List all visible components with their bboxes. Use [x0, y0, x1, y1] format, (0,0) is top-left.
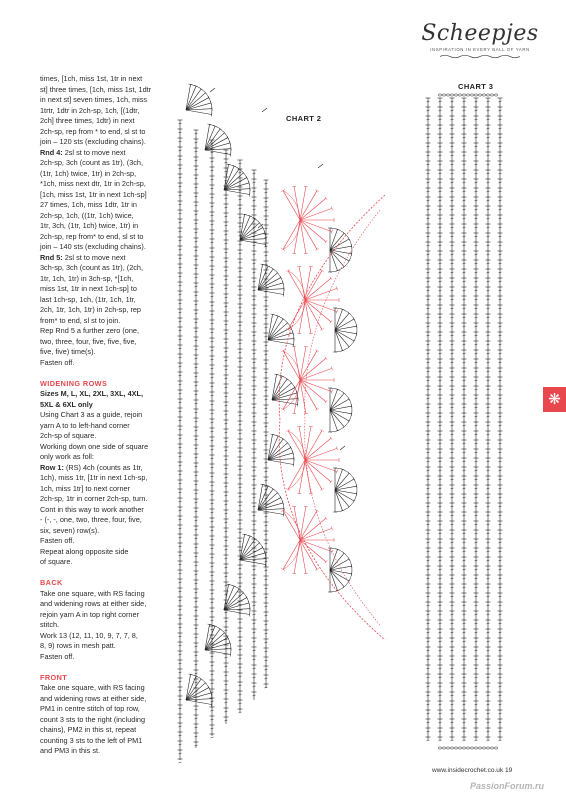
- rnd4-line: 2ch-sp, 3ch (count as 1tr), (3ch,: [40, 158, 144, 167]
- rnd4-line: (1tr, 1ch) twice, 1tr) in 2ch-sp,: [40, 168, 137, 178]
- page-number: 19: [504, 767, 513, 774]
- rnd5-line: Fasten off.: [40, 357, 75, 367]
- rnd5-label: Rnd 5:: [40, 252, 63, 262]
- widening-line: yarn A to to left-hand corner: [40, 420, 130, 430]
- front-line: counting 3 sts to the left of PM1: [40, 735, 143, 745]
- front-line: and PM3 in this st.: [40, 746, 101, 755]
- sizes-line: Sizes M, L, XL, 2XL, 3XL, 4XL,: [40, 389, 143, 398]
- front-line: count 3 sts to the right (including: [40, 714, 146, 724]
- row1-first-line: (RS) 4ch (counts as 1tr,: [63, 462, 143, 472]
- rnd4-line: 2ch-sp, rep from* to end, sl st to: [40, 231, 144, 241]
- rnd5-line: 2ch, 1tr, 1ch, 1tr) in 2ch-sp, rep: [40, 305, 141, 314]
- row1-line: six, seven) row(s).: [40, 525, 100, 535]
- row1-line: Cont in this way to work another: [40, 504, 144, 514]
- chart-3-label: CHART 3: [458, 82, 494, 91]
- page-footer: [432, 767, 512, 774]
- intro-line: 2ch] three times, 1dtr) in next: [40, 116, 135, 125]
- front-heading: FRONT: [40, 672, 68, 682]
- back-line: stitch.: [40, 620, 60, 629]
- rnd5-line: Rep Rnd 5 a further zero (one,: [40, 326, 139, 335]
- row1-line: Repeat along opposite side: [40, 546, 129, 556]
- intro-line: in next st] seven times, 1ch, miss: [40, 95, 148, 104]
- logo-tagline: INSPIRATION IN EVERY BALL OF YARN: [430, 47, 530, 52]
- section-tab: [543, 387, 566, 412]
- widening-line: Using Chart 3 as a guide, rejoin: [40, 410, 143, 419]
- sizes-line: 5XL & 6XL only: [40, 399, 93, 409]
- rnd5-first-line: 2sl st to move next: [62, 252, 126, 262]
- rnd4-first-line: 2sl st to move next: [62, 147, 126, 157]
- rnd5-line: last 1ch-sp, 1ch, (1tr, 1ch, 1tr,: [40, 294, 136, 304]
- row1-line: 2ch-sp, 1tr in corner 2ch-sp, turn.: [40, 494, 148, 503]
- rnd5-line: from* to end, sl st to join.: [40, 315, 121, 325]
- back-heading: BACK: [40, 578, 63, 587]
- chart-2-label: CHART 2: [286, 114, 322, 123]
- rnd5-line: 1tr, 1ch, 1tr) in 3ch-sp, *[1ch,: [40, 273, 134, 283]
- intro-line: 2ch-sp, rep from * to end, sl st to: [40, 126, 146, 136]
- row1-label: Row 1:: [40, 462, 64, 472]
- front-line: PM1 in centre stitch of top row,: [40, 704, 140, 713]
- widening-line: 2ch-sp of square.: [40, 431, 97, 440]
- back-line: Work 13 (12, 11, 10, 9, 7, 7, 8,: [40, 630, 138, 640]
- rnd4-line: 2ch-sp, 1ch, ((1tr, 1ch) twice,: [40, 210, 134, 220]
- row1-line: Fasten off.: [40, 536, 75, 545]
- row1-line: 1ch, miss 1tr] to next corner: [40, 483, 131, 493]
- rnd4-line: [1ch, miss 1st, 1tr in next 1ch-sp]: [40, 189, 147, 199]
- rnd4-line: join – 140 sts (excluding chains).: [40, 242, 146, 251]
- row1-line: of square.: [40, 557, 73, 566]
- widening-line: only work as foll:: [40, 452, 94, 461]
- rnd5-line: 3ch-sp, 3ch (count as 1tr), (2ch,: [40, 263, 144, 272]
- rnd5-line: miss 1st, 1tr in next 1ch-sp] to: [40, 284, 137, 293]
- back-line: Take one square, with RS facing: [40, 588, 145, 598]
- footer-url: www.insidecrochet.co.uk: [432, 767, 504, 774]
- rnd4-label: Rnd 4:: [40, 147, 63, 157]
- rnd5-line: two, three, four, five, five, five,: [40, 336, 137, 346]
- rnd4-line: *1ch, miss next dtr, 1tr in 2ch-sp,: [40, 179, 146, 188]
- intro-line: join – 120 sts (excluding chains).: [40, 137, 146, 146]
- intro-line: 1trtr, 1dtr in 2ch-sp, 1ch, [(1dtr,: [40, 105, 140, 115]
- front-line: and widening rows at either side,: [40, 693, 147, 703]
- rnd4-line: 1tr, 3ch, (1tr, 1ch) twice, 1tr) in: [40, 221, 139, 230]
- logo-wordmark: Scheepjes: [421, 21, 539, 46]
- intro-line: st] three times, [1ch, miss 1st, 1dtr: [40, 84, 152, 94]
- widening-line: Working down one side of square: [40, 441, 149, 451]
- front-line: chains), PM2 in this st, repeat: [40, 725, 137, 734]
- watermark: PassionForum.ru: [470, 781, 545, 791]
- asterisk-flower-icon: ❋: [548, 391, 561, 408]
- back-line: Fasten off.: [40, 651, 75, 661]
- intro-line: times, [1ch, miss 1st, 1tr in next: [40, 74, 143, 83]
- front-line: Take one square, with RS facing: [40, 683, 145, 692]
- widening-rows-heading: WIDENING ROWS: [40, 378, 108, 388]
- rnd4-line: 27 times, 1ch, miss 1dtr, 1tr in: [40, 200, 137, 209]
- back-line: 8, 9) rows in mesh patt.: [40, 641, 116, 650]
- rnd5-line: five, five) time(s).: [40, 347, 96, 356]
- row1-line: 1ch), miss 1tr, [1tr in next 1ch-sp,: [40, 473, 148, 482]
- row1-line: - (-, -, one, two, three, four, five,: [40, 515, 142, 524]
- back-line: rejoin yarn A in top right corner: [40, 609, 139, 619]
- back-line: and widening rows at either side,: [40, 599, 147, 608]
